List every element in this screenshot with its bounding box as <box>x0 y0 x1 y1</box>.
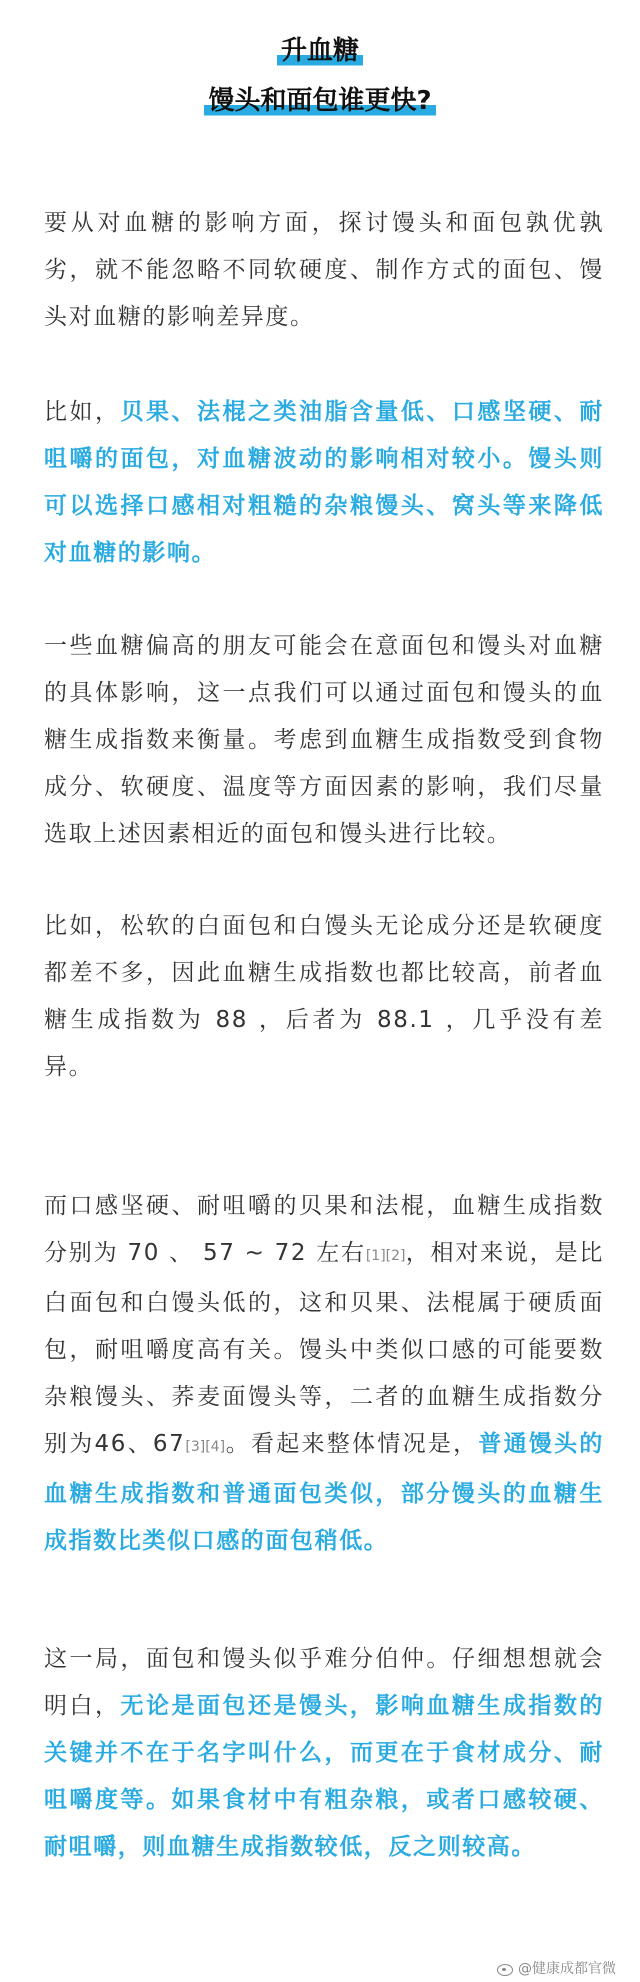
paragraph-2-highlight: 贝果、法棍之类油脂含量低、口感坚硬、耐咀嚼的面包，对血糖波动的影响相对较小。馒头则可以选择口感相对粗糙的杂粮馒头、窝头等来降低对血糖的影响。 <box>44 399 604 566</box>
paragraph-6 <box>44 1636 604 1871</box>
title-line-1: 升血糖 <box>277 34 363 68</box>
paragraph-6-text: 这一局，面包和馒头似乎难分伯仲。仔细想想就会明白， <box>44 1646 604 1719</box>
paragraph-2 <box>44 389 604 577</box>
paragraph-4: 比如，松软的白面包和白馒头无论成分还是软硬度都差不多，因此血糖生成指数也都比较高，前者血糖生成指数为 88 ，后者为 88.1 ，几乎没有差异。 <box>44 913 604 1080</box>
paragraph-5-highlight: 普通馒头的血糖生成指数和普通面包类似，部分馒头的血糖生成指数比类似口感的面包稍低。 <box>44 1431 605 1554</box>
paragraph-1: 要从对血糖的影响方面，探讨馒头和面包孰优孰劣，就不能忽略不同软硬度、制作方式的面包、馒头对血糖的影响差异度。 <box>44 210 604 330</box>
paragraph-5-text-a: 而口感坚硬、耐咀嚼的贝果和法棍，血糖生成指数分别为 70 、 57 ~ 72 左右 <box>44 1193 604 1266</box>
paragraph-5 <box>44 1183 604 1565</box>
reference-marker-1-2[interactable]: [1][2] <box>365 1248 406 1264</box>
paragraph-2-text: 比如， <box>44 399 121 425</box>
title-block <box>0 34 640 118</box>
paragraph-5-text-b: ，相对来说，是比白面包和白馒头低的，这和贝果、法棍属于硬质面包，耐咀嚼度高有关。馒头中类似口感的可能要数杂粮馒头、荞麦面馒头等，二者的血糖生成指数分别为46、67 <box>44 1240 604 1457</box>
title-line-2: 馒头和面包谁更快? <box>204 84 435 118</box>
paragraph-3: 一些血糖偏高的朋友可能会在意面包和馒头对血糖的具体影响，这一点我们可以通过面包和馒头的血糖生成指数来衡量。考虑到血糖生成指数受到食物成分、软硬度、温度等方面因素的影响，我们尽量选取上述因素相近的面包和馒头进行比较。 <box>44 633 604 847</box>
weibo-icon <box>496 1961 514 1975</box>
reference-marker-3-4[interactable]: [3][4] <box>185 1439 226 1455</box>
paragraph-5-text-c: 。看起来整体情况是， <box>225 1431 479 1457</box>
watermark-text: @健康成都官微 <box>518 1961 616 1977</box>
watermark <box>496 1958 616 1978</box>
paragraph-6-highlight: 无论是面包还是馒头，影响血糖生成指数的关键并不在于名字叫什么，而更在于食材成分、耐咀嚼度等。如果食材中有粗杂粮，或者口感较硬、耐咀嚼，则血糖生成指数较低，反之则较高。 <box>44 1693 604 1860</box>
